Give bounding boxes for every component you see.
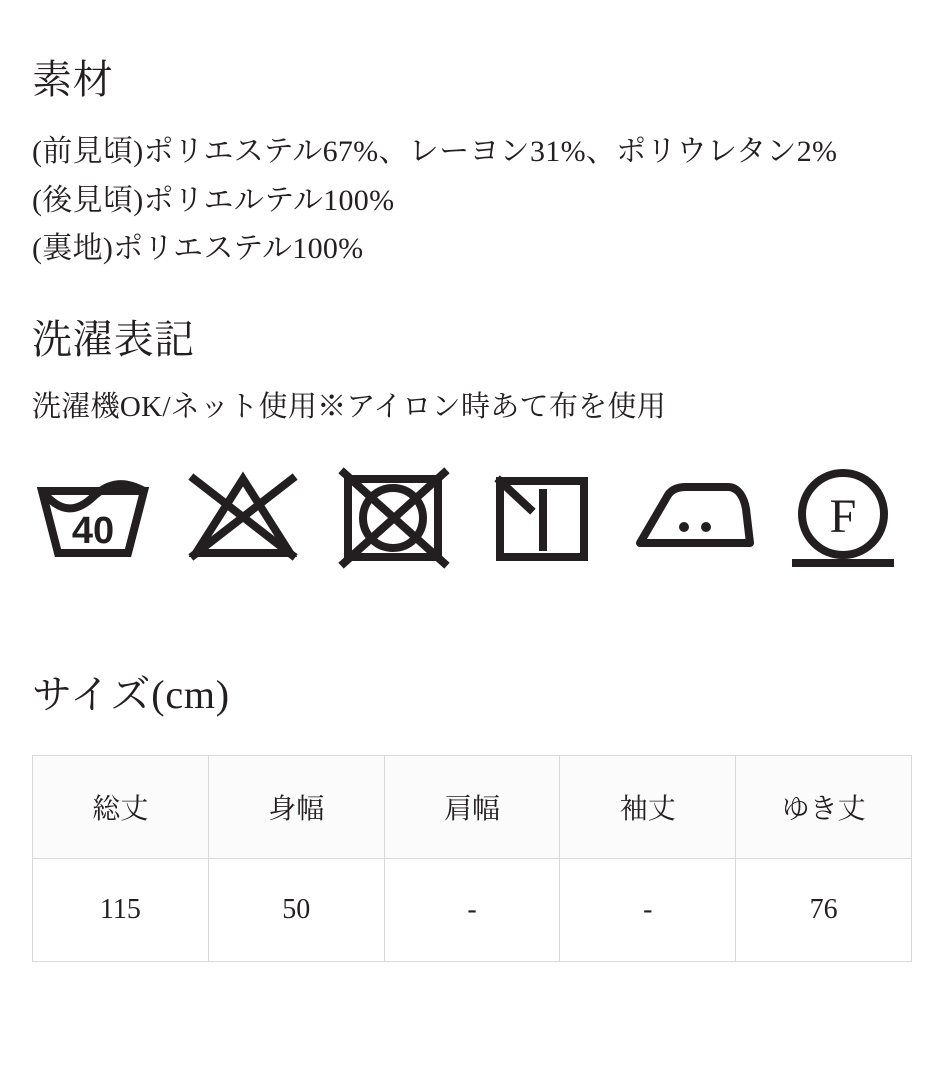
dry-clean-f-icon xyxy=(782,457,904,579)
table-cell: 115 xyxy=(33,859,209,962)
table-cell: 76 xyxy=(736,859,912,962)
care-heading: 洗濯表記 xyxy=(32,316,196,362)
table-header-cell: 肩幅 xyxy=(384,756,560,859)
care-note: 洗濯機OK/ネット使用※アイロン時あて布を使用 xyxy=(32,390,667,423)
table-header-cell: ゆき丈 xyxy=(736,756,912,859)
table-header-row xyxy=(33,756,912,859)
dry-clean-letter-label: F xyxy=(829,490,857,544)
size-table-wrapper xyxy=(32,755,912,962)
materials-list xyxy=(32,128,912,274)
table-header-cell: 身幅 xyxy=(208,756,384,859)
care-symbols-row xyxy=(32,457,912,579)
size-table xyxy=(32,755,912,962)
size-heading: サイズ(cm) xyxy=(32,672,230,718)
table-cell: - xyxy=(560,859,736,962)
table-header-cell: 袖丈 xyxy=(560,756,736,859)
iron-medium-icon xyxy=(632,457,754,579)
material-line: (前見頃)ポリエステル67%、レーヨン31%、ポリウレタン2% xyxy=(32,135,838,168)
material-line: (後見頃)ポリエルテル100% xyxy=(32,183,395,217)
washing-machine-40-icon xyxy=(32,457,154,579)
materials-heading: 素材 xyxy=(32,57,114,102)
table-cell: 50 xyxy=(208,859,384,962)
table-cell: - xyxy=(384,859,560,962)
do-not-bleach-icon xyxy=(182,457,304,579)
washing-temp-label: 40 xyxy=(71,510,115,553)
line-dry-in-shade-icon xyxy=(482,457,604,579)
table-header-cell: 総丈 xyxy=(33,756,209,859)
do-not-tumble-dry-icon xyxy=(332,457,454,579)
table-row xyxy=(33,859,912,962)
material-line: (裏地)ポリエステル100% xyxy=(32,232,364,266)
